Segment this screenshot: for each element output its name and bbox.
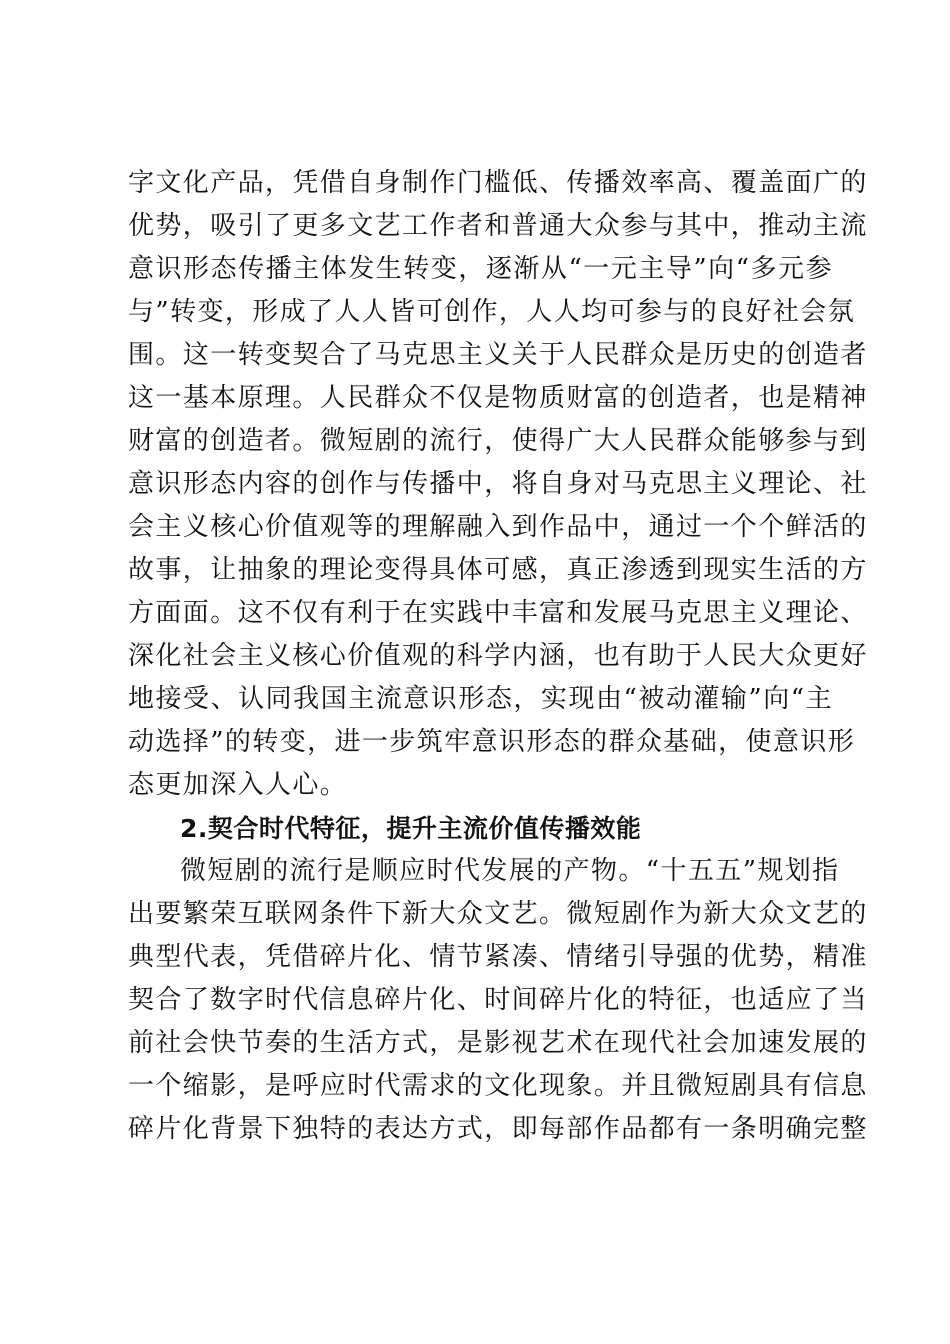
paragraph-line: 围。这一转变契合了马克思主义关于人民群众是历史的创造者 bbox=[128, 340, 868, 370]
paragraph-line: 故事，让抽象的理论变得具体可感，真正渗透到现实生活的方 bbox=[128, 555, 868, 585]
paragraph-line: 一个缩影，是呼应时代需求的文化现象。并且微短剧具有信息 bbox=[128, 1071, 868, 1101]
section-heading: 2.契合时代特征，提升主流价值传播效能 bbox=[180, 814, 642, 843]
paragraph-line: 这一基本原理。人民群众不仅是物质财富的创造者，也是精神 bbox=[128, 383, 868, 413]
paragraph-line: 契合了数字时代信息碎片化、时间碎片化的特征，也适应了当 bbox=[128, 985, 868, 1015]
paragraph-line: 会主义核心价值观等的理解融入到作品中，通过一个个鲜活的 bbox=[128, 512, 868, 542]
paragraph-line: 意识形态传播主体发生转变，逐渐从“一元主导”向“多元参 bbox=[128, 254, 833, 284]
paragraph-line: 财富的创造者。微短剧的流行，使得广大人民群众能够参与到 bbox=[128, 426, 868, 456]
paragraph-line: 前社会快节奏的生活方式，是影视艺术在现代社会加速发展的 bbox=[128, 1028, 868, 1058]
paragraph-line: 方面面。这不仅有利于在实践中丰富和发展马克思主义理论、 bbox=[128, 598, 868, 628]
paragraph-line: 碎片化背景下独特的表达方式，即每部作品都有一条明确完整 bbox=[128, 1114, 868, 1144]
paragraph-line: 地接受、认同我国主流意识形态，实现由“被动灌输”向“主 bbox=[128, 684, 833, 714]
paragraph-2 bbox=[128, 850, 868, 1151]
paragraph-1 bbox=[128, 162, 868, 807]
paragraph-line: 优势，吸引了更多文艺工作者和普通大众参与其中，推动主流 bbox=[128, 211, 868, 241]
paragraph-line: 深化社会主义核心价值观的科学内涵，也有助于人民大众更好 bbox=[128, 641, 868, 671]
paragraph-line: 态更加深入人心。 bbox=[128, 770, 348, 800]
paragraph-line: 动选择”的转变，进一步筑牢意识形态的群众基础，使意识形 bbox=[128, 727, 856, 757]
paragraph-line: 与”转变，形成了人人皆可创作，人人均可参与的良好社会氛 bbox=[128, 297, 856, 327]
paragraph-line: 出要繁荣互联网条件下新大众文艺。微短剧作为新大众文艺的 bbox=[128, 899, 868, 929]
paragraph-line: 意识形态内容的创作与传播中，将自身对马克思主义理论、社 bbox=[128, 469, 868, 499]
paragraph-line: 微短剧的流行是顺应时代发展的产物。“十五五”规划指 bbox=[180, 856, 840, 886]
paragraph-line: 典型代表，凭借碎片化、情节紧凑、情绪引导强的优势，精准 bbox=[128, 942, 868, 972]
paragraph-line: 字文化产品，凭借自身制作门槛低、传播效率高、覆盖面广的 bbox=[128, 168, 868, 198]
